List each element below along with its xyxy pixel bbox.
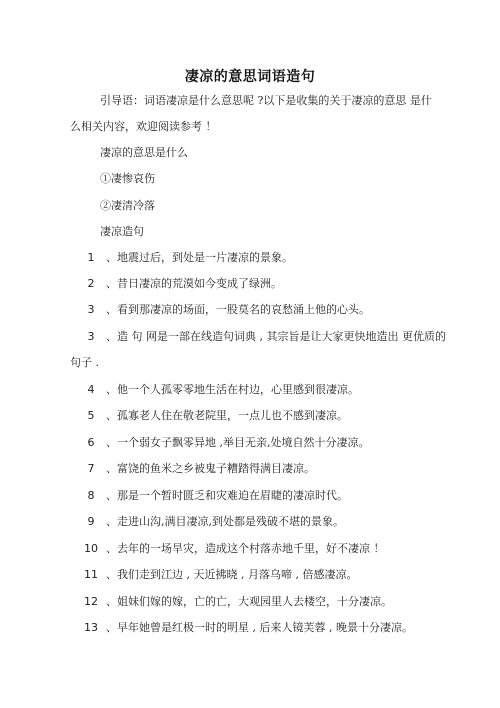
sentence-text: 、我们走到江边 , 天近拂晓 , 月落乌啼 , 倍感凄凉。 xyxy=(106,568,358,581)
sentence-number: 3 xyxy=(87,330,95,343)
sentence-item xyxy=(80,568,357,582)
sentence-number: 13 xyxy=(84,621,98,634)
sentence-text: 、昔日凄凉的荒漠如今变成了绿洲。 xyxy=(106,277,282,290)
intro-text-line-1: 引导语：词语凄凉是什么意思呢 ?以下是收集的关于凄凉的意思 是什 xyxy=(100,94,432,107)
document-title: 凄凉的意思词语造句 xyxy=(184,69,316,85)
intro-text-line-2: 么相关内容，欢迎阅读参考 ！ xyxy=(70,120,217,133)
sentence-number: 9 xyxy=(87,515,95,528)
sentence-number: 2 xyxy=(87,277,95,290)
sentence-number: 12 xyxy=(84,595,98,608)
meaning-heading: 凄凉的意思是什么 xyxy=(100,146,188,159)
meaning-item: ②凄清冷落 xyxy=(100,199,155,212)
sentence-text: 、一个弱女子飘零异地 ,举目无亲,处境自然十分凄凉。 xyxy=(106,436,370,449)
sentence-number: 10 xyxy=(84,542,98,555)
sentence-number: 3 xyxy=(87,303,95,316)
sentence-item xyxy=(80,515,344,529)
sentence-text: 、他一个人孤零零地生活在村边，心里感到很凄凉。 xyxy=(106,383,359,396)
sentence-continuation: 句子 . xyxy=(70,356,99,369)
sentence-item xyxy=(80,542,385,556)
sentence-item xyxy=(80,409,348,423)
sentence-number: 8 xyxy=(87,489,95,502)
sentences-heading: 凄凉造句 xyxy=(100,225,144,238)
sentence-number: 11 xyxy=(84,568,98,581)
sentence-item xyxy=(80,330,446,344)
sentence-text: 、地震过后，到处是一片凄凉的景象。 xyxy=(106,251,293,264)
sentence-text: 、富饶的鱼米之乡被鬼子糟踏得满目凄凉。 xyxy=(106,462,315,475)
sentence-number: 5 xyxy=(87,409,95,422)
sentence-item xyxy=(80,595,392,609)
sentence-text: 、孤寡老人住在敬老院里，一点儿也不感到凄凉。 xyxy=(106,409,348,422)
sentence-number: 7 xyxy=(87,462,95,475)
sentence-item xyxy=(80,251,293,265)
sentence-item xyxy=(80,621,413,635)
sentence-item xyxy=(80,303,370,317)
sentence-text: 、早年她曾是红极一时的明星 , 后来人镜芙蓉 , 晚景十分凄凉。 xyxy=(106,621,413,634)
sentence-text: 、造 句 网是一部在线造句词典 , 其宗旨是让大家更快地造出 更优质的 xyxy=(106,330,446,343)
sentence-text: 、走进山沟,满目凄凉,到处都是残破不堪的景象。 xyxy=(106,515,344,528)
meaning-item: ①凄惨哀伤 xyxy=(100,172,155,185)
sentence-item xyxy=(80,277,282,291)
sentence-item xyxy=(80,462,315,476)
sentence-item xyxy=(80,383,359,397)
sentence-item xyxy=(80,436,370,450)
sentence-number: 6 xyxy=(87,436,95,449)
sentence-number: 1 xyxy=(87,251,95,264)
sentence-text: 、看到那凄凉的场面，一股莫名的哀愁涌上他的心头。 xyxy=(106,303,370,316)
sentence-text: 、那是一个暂时匮乏和灾难迫在眉睫的凄凉时代。 xyxy=(106,489,348,502)
sentence-text: 、姐妹们嫁的嫁，亡的亡，大观园里人去楼空，十分凄凉。 xyxy=(106,595,392,608)
sentence-text: 、去年的一场旱灾，造成这个村落赤地千里，好不凄凉 ！ xyxy=(106,542,385,555)
sentence-number: 4 xyxy=(87,383,95,396)
sentence-item xyxy=(80,489,348,503)
